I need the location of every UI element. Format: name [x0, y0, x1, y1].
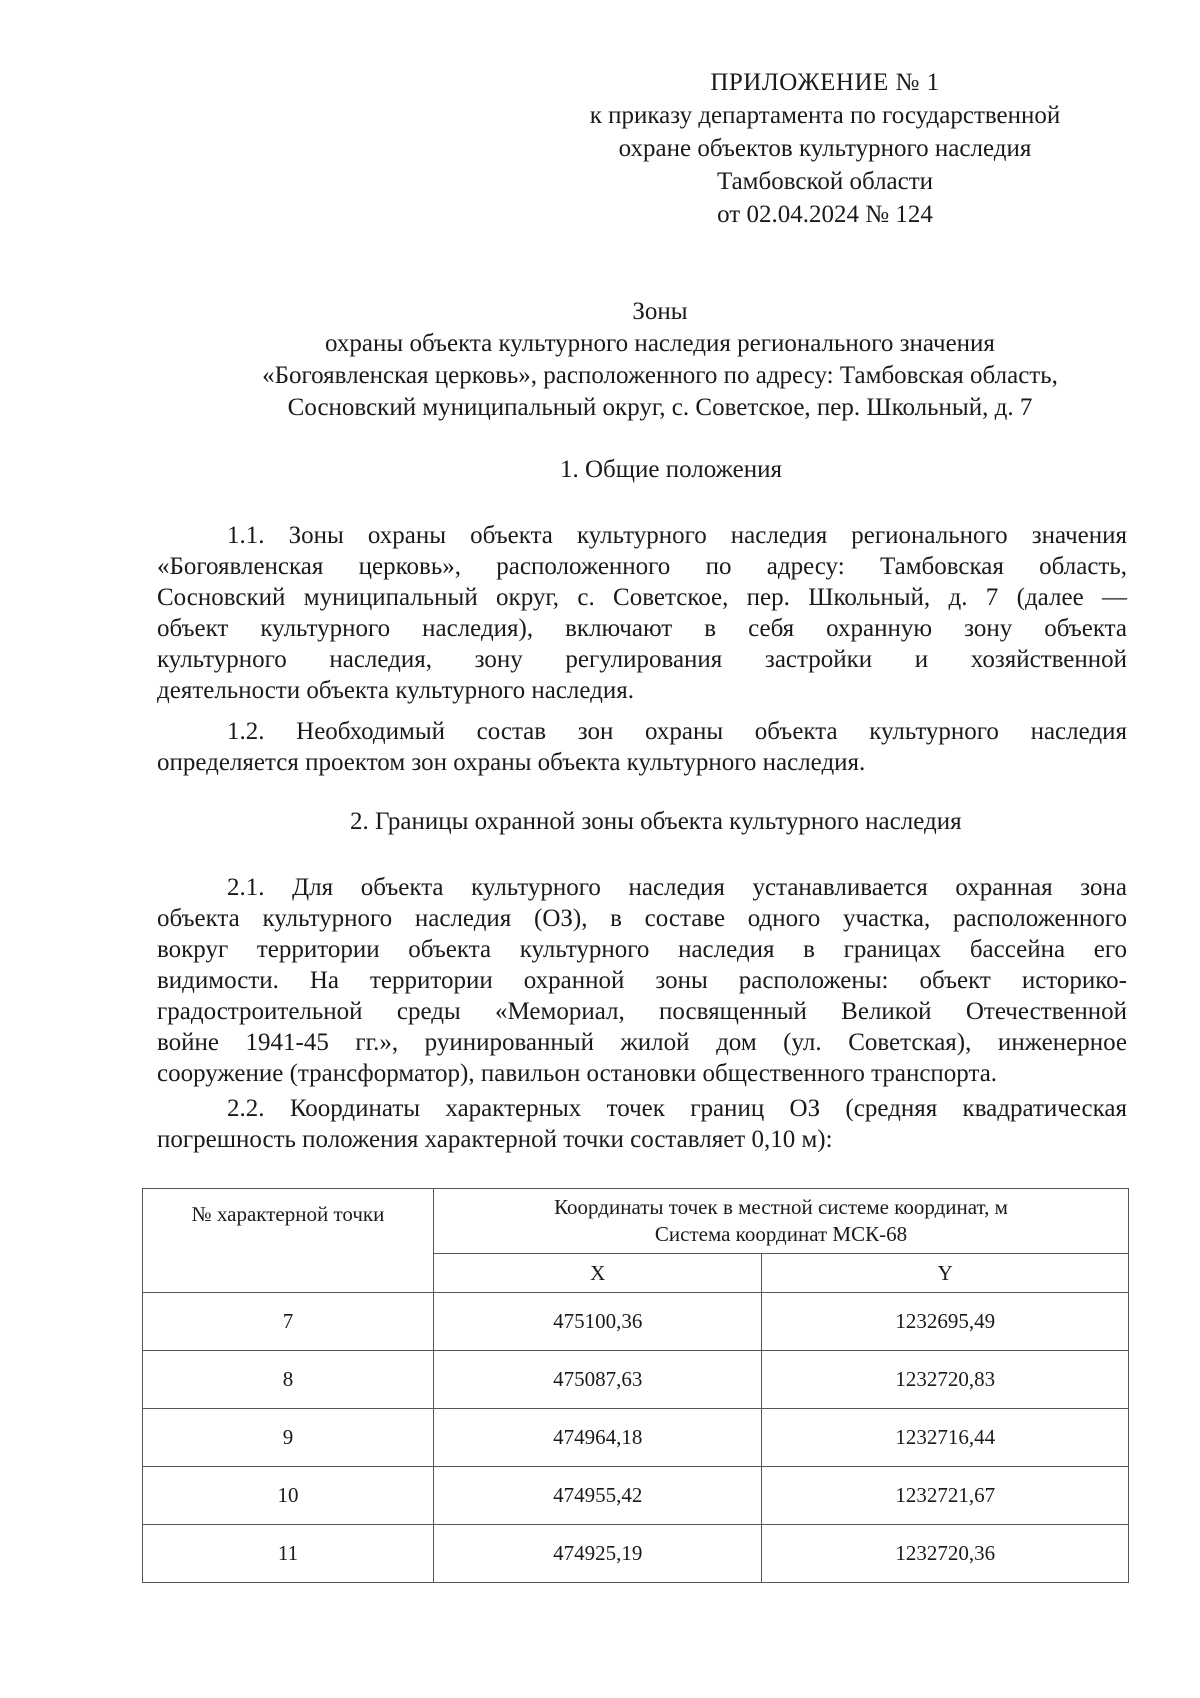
table-row [143, 1351, 1129, 1409]
title-line: охраны объекта культурного наследия регионального значения [325, 330, 995, 357]
column-header-coordinates [434, 1189, 1129, 1254]
appendix-number: ПРИЛОЖЕНИЕ № 1 [710, 69, 940, 96]
paragraph-line: определяется проектом зон охраны объекта культурного наследия. [157, 749, 866, 776]
paragraph-line: объект культурного наследия), включают в себя охранную зону объекта [157, 615, 1127, 642]
paragraph-line: 2.2. Координаты характерных точек границ ОЗ (средняя квадратическая [227, 1095, 1127, 1122]
column-header-point: № характерной точки [143, 1189, 434, 1293]
cell-y: 1232721,67 [762, 1467, 1129, 1525]
appendix-order-line: охране объектов культурного наследия [618, 135, 1032, 162]
paragraph-line: объекта культурного наследия (ОЗ), в составе одного участка, расположенного [157, 905, 1127, 932]
cell-x: 475087,63 [434, 1351, 762, 1409]
section-1-heading: 1. Общие положения [560, 456, 782, 483]
title-line: Зоны [632, 298, 688, 325]
paragraph-line: культурного наследия, зону регулирования застройки и хозяйственной [157, 646, 1127, 673]
paragraph-line: градостроительной среды «Мемориал, посвященный Великой Отечественной [157, 998, 1127, 1025]
coordinates-header-line: Координаты точек в местной системе координат, м [554, 1195, 1008, 1219]
section-2-heading: 2. Границы охранной зоны объекта культурного наследия [350, 808, 962, 835]
title-line: «Богоявленская церковь», расположенного по адресу: Тамбовская область, [262, 362, 1058, 389]
title-line: Сосновский муниципальный округ, с. Советское, пер. Школьный, д. 7 [287, 394, 1033, 421]
paragraph-2-2 [157, 1093, 1127, 1155]
coordinates-header-line: Система координат МСК-68 [654, 1222, 908, 1246]
appendix-order-line: Тамбовской области [716, 168, 934, 195]
appendix-header [545, 66, 1105, 231]
document-title [160, 296, 1160, 424]
appendix-date-number: от 02.04.2024 № 124 [717, 201, 933, 228]
coordinates-table [142, 1188, 1129, 1583]
paragraph-line: войне 1941-45 гг.», руинированный жилой дом (ул. Советская), инженерное [157, 1029, 1127, 1056]
paragraph-line: погрешность положения характерной точки составляет 0,10 м): [157, 1126, 833, 1153]
paragraph-1-1 [157, 520, 1127, 706]
cell-point: 8 [143, 1351, 434, 1409]
paragraph-line: 1.2. Необходимый состав зон охраны объекта культурного наследия [227, 718, 1127, 745]
cell-x: 474925,19 [434, 1525, 762, 1583]
paragraph-line: вокруг территории объекта культурного наследия в границах бассейна его [157, 936, 1127, 963]
paragraph-line: 1.1. Зоны охраны объекта культурного наследия регионального значения [227, 522, 1127, 549]
cell-y: 1232695,49 [762, 1293, 1129, 1351]
table-row [143, 1293, 1129, 1351]
table-row [143, 1467, 1129, 1525]
cell-x: 474955,42 [434, 1467, 762, 1525]
paragraph-line: Сосновский муниципальный округ, с. Советское, пер. Школьный, д. 7 (далее — [157, 584, 1127, 611]
cell-point: 10 [143, 1467, 434, 1525]
cell-point: 7 [143, 1293, 434, 1351]
paragraph-line: сооружение (трансформатор), павильон остановки общественного транспорта. [157, 1060, 998, 1087]
appendix-order-line: к приказу департамента по государственной [589, 102, 1061, 129]
cell-y: 1232720,83 [762, 1351, 1129, 1409]
cell-x: 475100,36 [434, 1293, 762, 1351]
cell-y: 1232720,36 [762, 1525, 1129, 1583]
paragraph-line: деятельности объекта культурного наследия. [157, 677, 635, 704]
cell-y: 1232716,44 [762, 1409, 1129, 1467]
table-row [143, 1525, 1129, 1583]
column-header-x: X [434, 1254, 762, 1293]
column-header-y: Y [762, 1254, 1129, 1293]
cell-x: 474964,18 [434, 1409, 762, 1467]
cell-point: 11 [143, 1525, 434, 1583]
paragraph-2-1 [157, 872, 1127, 1089]
paragraph-line: «Богоявленская церковь», расположенного по адресу: Тамбовская область, [157, 553, 1127, 580]
paragraph-line: 2.1. Для объекта культурного наследия устанавливается охранная зона [227, 874, 1127, 901]
paragraph-line: видимости. На территории охранной зоны расположены: объект историко- [157, 967, 1127, 994]
cell-point: 9 [143, 1409, 434, 1467]
paragraph-1-2 [157, 716, 1127, 778]
table-row [143, 1409, 1129, 1467]
